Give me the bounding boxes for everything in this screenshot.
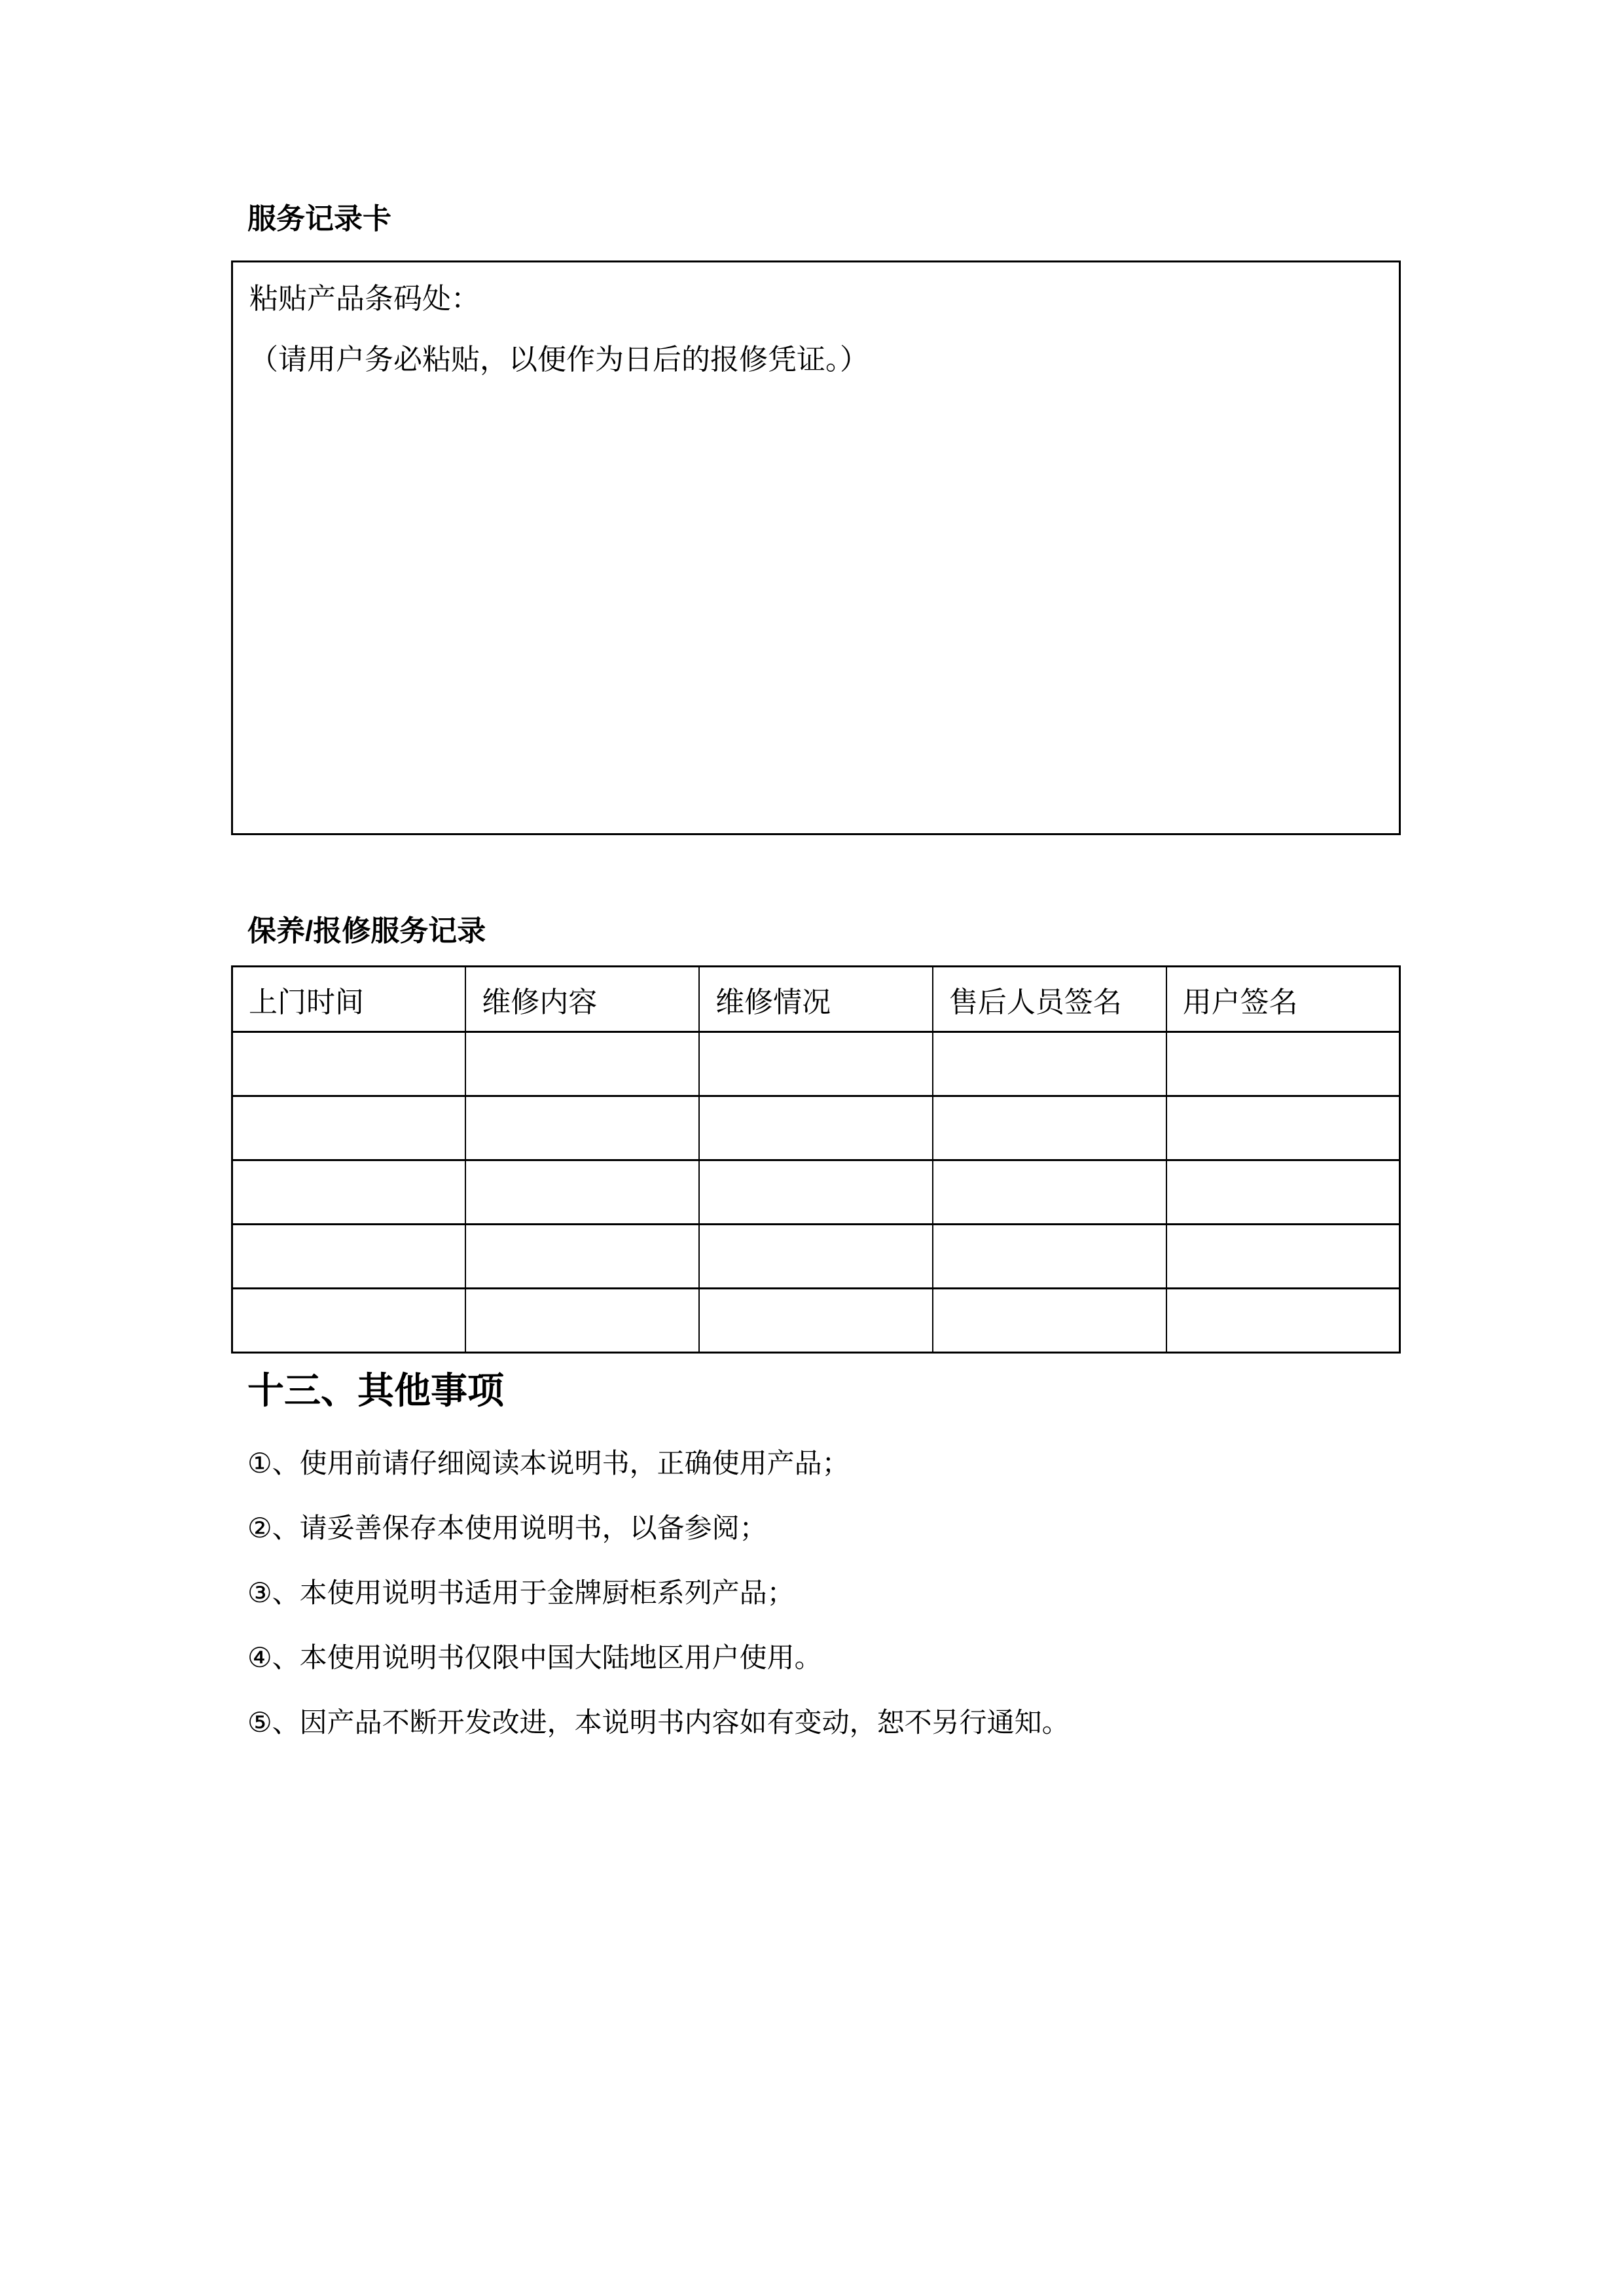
empty-cell [232, 1096, 466, 1160]
barcode-box-note: （请用户务必粘贴，以便作为日后的报修凭证。） [249, 344, 869, 376]
service-card-title: 服务记录卡 [247, 203, 391, 235]
barcode-paste-box [231, 260, 1401, 835]
empty-cell [232, 1032, 466, 1096]
table-row [232, 1032, 1400, 1096]
barcode-box-label: 粘贴产品条码处： [249, 283, 480, 315]
empty-cell [465, 1225, 699, 1289]
empty-cell [465, 1096, 699, 1160]
column-header-repair-status: 维修情况 [699, 967, 933, 1032]
empty-cell [933, 1289, 1166, 1353]
maintenance-record-title: 保养/报修服务记录 [247, 915, 486, 947]
other-matters-item-3: ③、本使用说明书适用于金牌厨柜系列产品； [247, 1577, 795, 1608]
empty-cell [1166, 1032, 1400, 1096]
empty-cell [699, 1160, 933, 1225]
table-row [232, 1096, 1400, 1160]
other-matters-heading: 十三、其他事项 [247, 1370, 504, 1411]
empty-cell [933, 1225, 1166, 1289]
empty-cell [465, 1160, 699, 1225]
column-header-user-signature: 用户签名 [1166, 967, 1400, 1032]
empty-cell [699, 1032, 933, 1096]
table-row [232, 1289, 1400, 1353]
other-matters-list [231, 1448, 1401, 1738]
empty-cell [699, 1096, 933, 1160]
empty-cell [933, 1160, 1166, 1225]
table-row [232, 1225, 1400, 1289]
maintenance-record-table [231, 965, 1401, 1354]
other-matters-item-4: ④、本使用说明书仅限中国大陆地区用户使用。 [247, 1642, 822, 1673]
table-header-row [232, 967, 1400, 1032]
empty-cell [232, 1225, 466, 1289]
empty-cell [1166, 1289, 1400, 1353]
other-matters-item-2: ②、请妥善保存本使用说明书，以备参阅； [247, 1513, 767, 1543]
other-matters-item-1: ①、使用前请仔细阅读本说明书，正确使用产品； [247, 1448, 850, 1479]
empty-cell [933, 1096, 1166, 1160]
column-header-visit-time: 上门时间 [232, 967, 466, 1032]
empty-cell [232, 1160, 466, 1225]
column-header-service-staff-signature: 售后人员签名 [933, 967, 1166, 1032]
empty-cell [465, 1032, 699, 1096]
empty-cell [1166, 1160, 1400, 1225]
empty-cell [1166, 1096, 1400, 1160]
empty-cell [465, 1289, 699, 1353]
empty-cell [699, 1289, 933, 1353]
empty-cell [1166, 1225, 1400, 1289]
page-content [231, 0, 1401, 1772]
empty-cell [933, 1032, 1166, 1096]
column-header-repair-content: 维修内容 [465, 967, 699, 1032]
table-row [232, 1160, 1400, 1225]
other-matters-item-5: ⑤、因产品不断开发改进，本说明书内容如有变动，恕不另行通知。 [247, 1707, 1070, 1738]
empty-cell [699, 1225, 933, 1289]
empty-cell [232, 1289, 466, 1353]
